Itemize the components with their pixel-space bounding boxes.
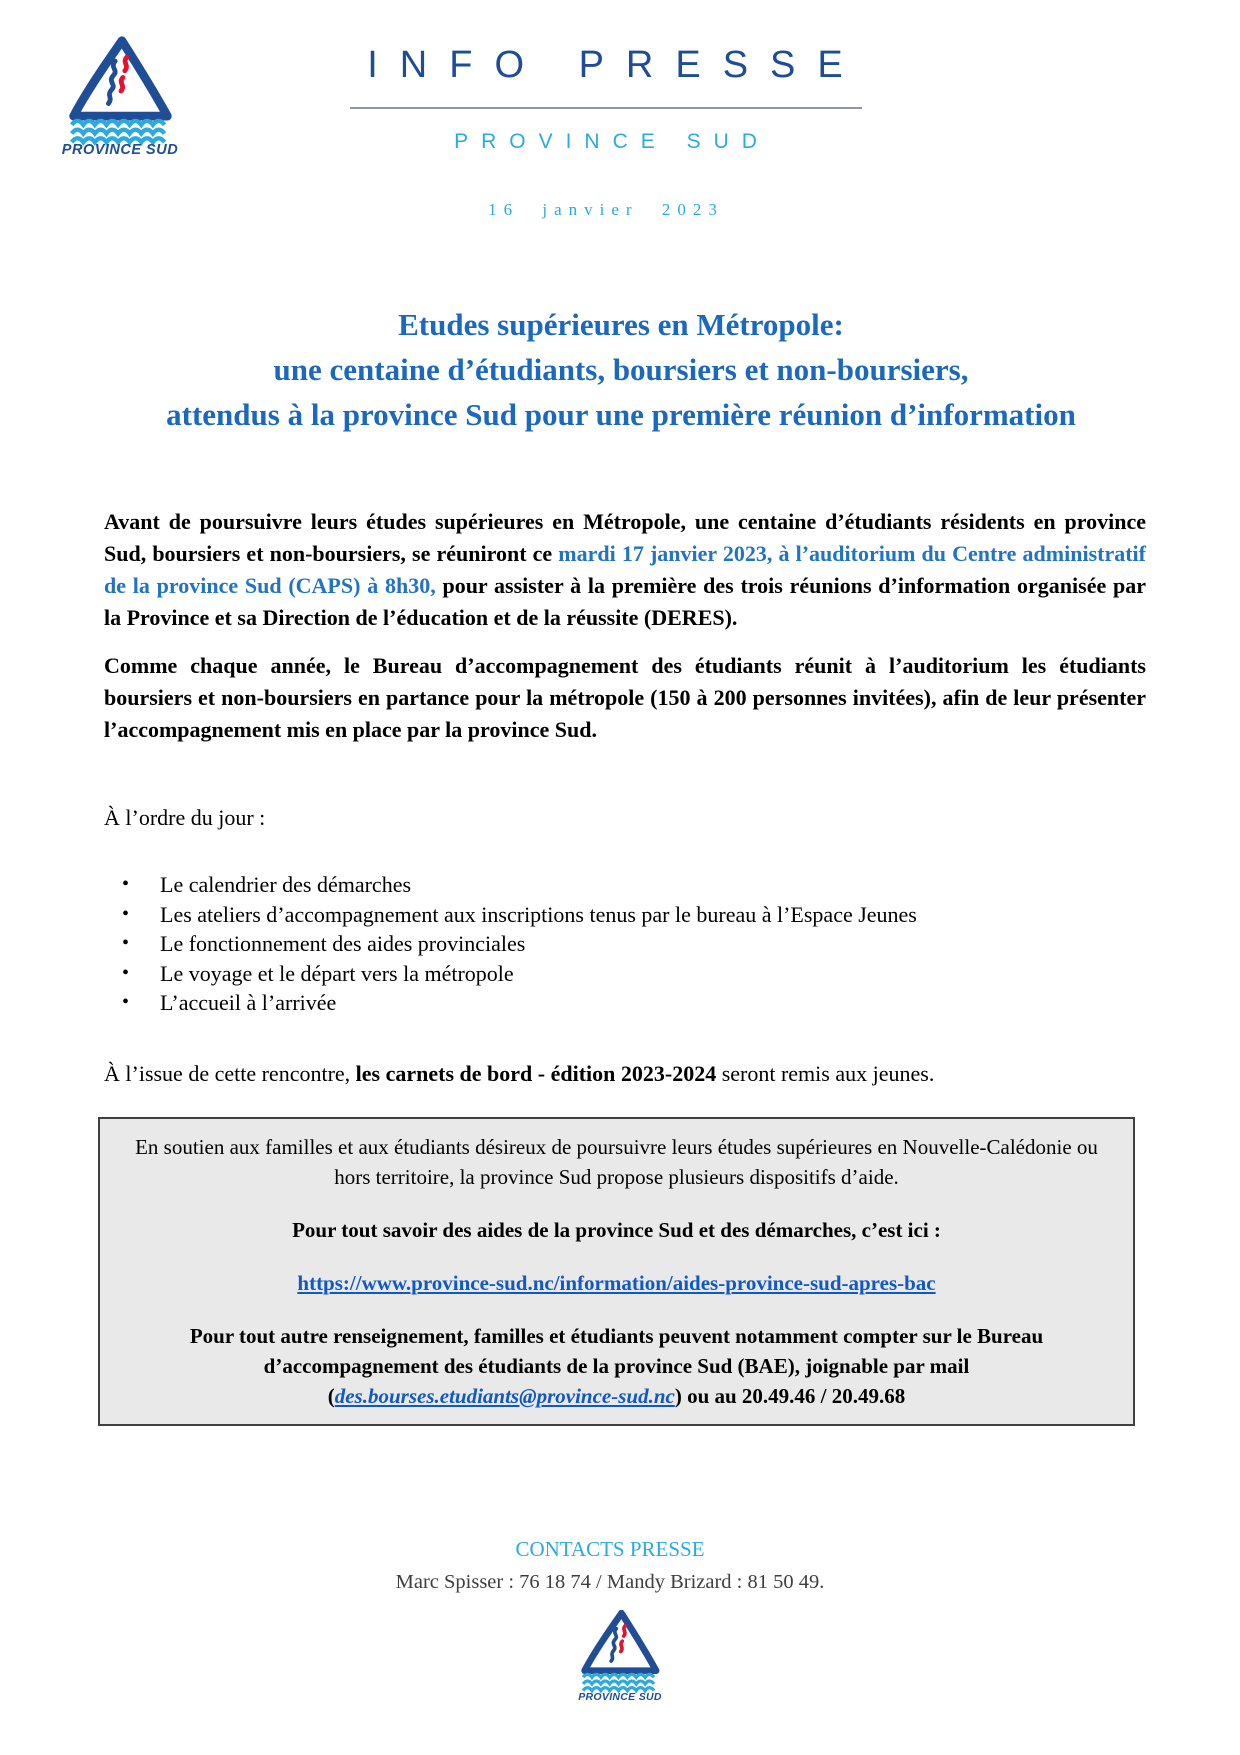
masthead-subtitle: PROVINCE SUD — [454, 130, 770, 153]
release-date: 16 janvier 2023 — [488, 200, 724, 219]
document-body — [104, 506, 1146, 1426]
paragraph-intro — [104, 506, 1146, 634]
closing-bold: les carnets de bord - édition 2023-2024 — [355, 1060, 717, 1086]
aides-province-sud-link[interactable]: https://www.province-sud.nc/information/aides-province-sud-apres-bac — [297, 1270, 936, 1295]
masthead-divider — [350, 107, 862, 109]
closing-end: seront remis aux jeunes. — [721, 1060, 935, 1086]
title-line-1: Etudes supérieures en Métropole: — [398, 307, 844, 342]
list-item: • Le fonctionnement des aides provinciales — [104, 929, 1146, 959]
paragraph-intro-text: Avant de poursuivre leurs études supérieures en Métropole, une centaine d’étudiants résidents en province Sud, boursiers et non-boursiers, se réuniront ce — [104, 509, 1146, 566]
agenda-list — [104, 870, 1146, 1018]
title-line-2: une centaine d’étudiants, boursiers et non-boursiers, — [273, 352, 969, 387]
document-title — [15, 302, 1227, 437]
province-sud-logo-footer — [0, 1608, 1240, 1703]
masthead-title: INFO PRESSE — [367, 44, 865, 86]
press-contacts-heading: CONTACTS PRESSE — [515, 1537, 705, 1561]
logo-label: PROVINCE SUD — [61, 142, 179, 158]
box-contact — [131, 1321, 1102, 1411]
list-item: • Les ateliers d’accompagnement aux inscriptions tenus par le bureau à l’Espace Jeunes — [104, 900, 1146, 930]
agenda-label: À l’ordre du jour : — [104, 805, 266, 830]
press-contacts — [0, 1537, 1220, 1594]
box-cta: Pour tout savoir des aides de la province Sud et des démarches, c’est ici : — [292, 1217, 941, 1242]
box-contact-start: Pour tout autre renseignement, familles et étudiants peuvent notamment compter sur le Bureau d’accompagnement des étudiants de la province Sud (BAE), joignable par mail ( — [189, 1323, 1044, 1408]
list-item: • Le voyage et le départ vers la métropole — [104, 959, 1146, 989]
paragraph-annual-meeting: Comme chaque année, le Bureau d’accompagnement des étudiants réunit à l’auditorium les étudiants boursiers et non-boursiers en partance pour la métropole (150 à 200 personnes invitées), afin de leur présenter l’accompagnement mis en place par la province Sud. — [104, 653, 1146, 742]
masthead — [0, 0, 1212, 220]
title-line-3: attendus à la province Sud pour une première réunion d’information — [166, 397, 1076, 432]
info-box — [98, 1117, 1135, 1426]
box-link-row — [131, 1268, 1102, 1298]
press-contacts-line: Marc Spisser : 76 18 74 / Mandy Brizard : 81 50 49. — [395, 1571, 825, 1593]
paragraph-intro-end: pour assister à la première des trois réunions d’information organisée par la Province et sa Direction de l’éducation et de la réussite (DERES). — [104, 573, 1147, 630]
email-link[interactable]: des.bourses.etudiants@province-sud.nc — [334, 1383, 675, 1408]
paragraph-closing — [104, 1058, 1146, 1090]
box-contact-end: ) ou au 20.49.46 / 20.49.68 — [674, 1383, 906, 1408]
logo-label: PROVINCE SUD — [578, 1691, 662, 1703]
meeting-date-highlight: mardi 17 janvier 2023, à l’auditorium du Centre administratif de la province Sud (CAPS) à 8h30, — [104, 541, 1146, 598]
sail-boat-icon — [574, 1608, 666, 1695]
list-item: • Le calendrier des démarches — [104, 870, 1146, 900]
closing-start: À l’issue de cette rencontre, — [104, 1060, 351, 1086]
box-intro: En soutien aux familles et aux étudiants désireux de poursuivre leurs études supérieures en Nouvelle-Calédonie ou hors territoire, la province Sud propose plusieurs dispositifs d’aide. — [135, 1134, 1098, 1189]
list-item: • L’accueil à l’arrivée — [104, 988, 1146, 1018]
